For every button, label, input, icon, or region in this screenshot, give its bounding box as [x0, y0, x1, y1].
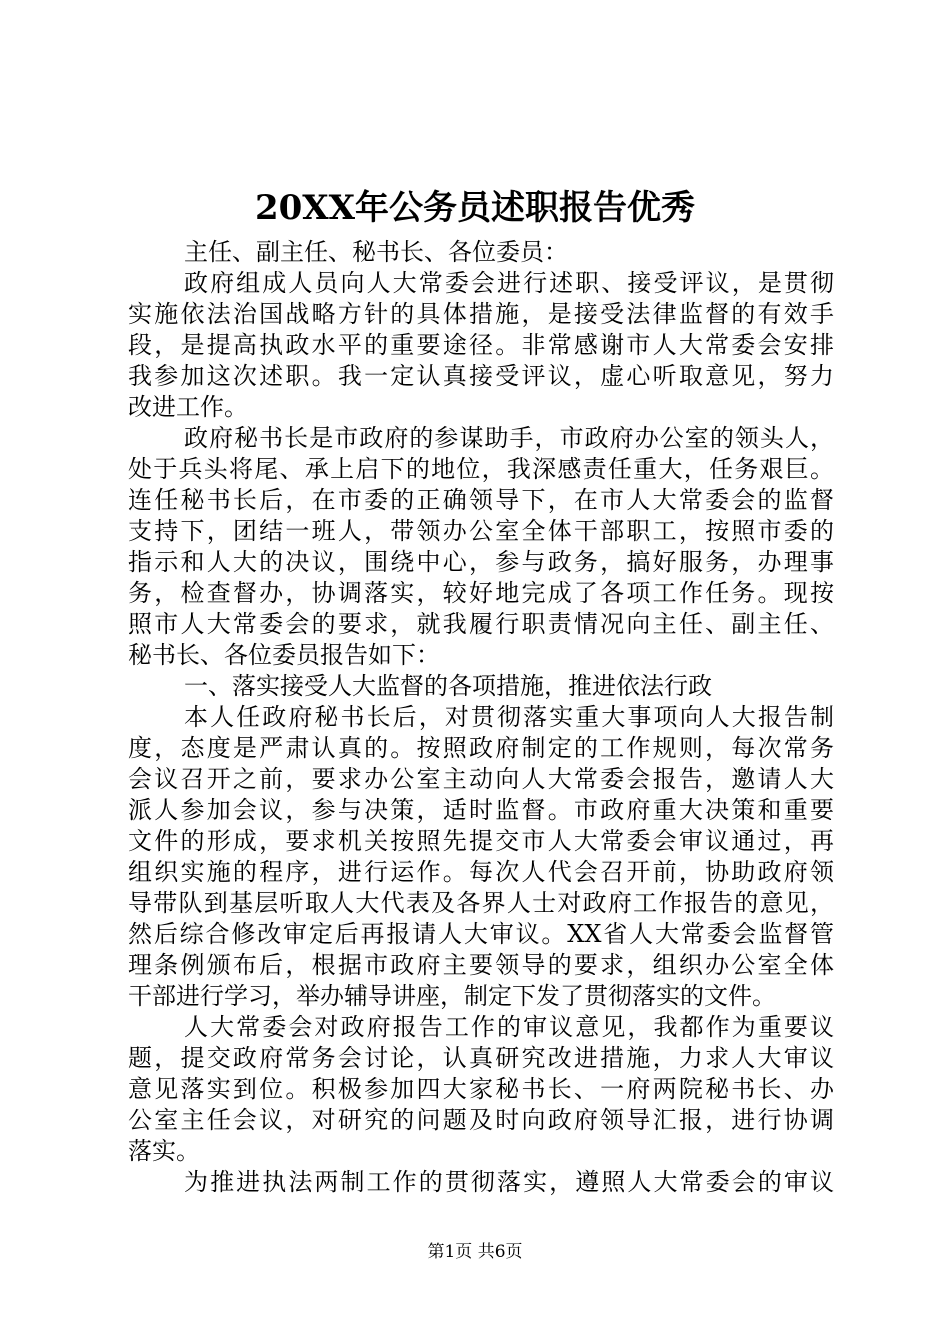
body-line: 落实。 [128, 1137, 200, 1165]
body-line: 派人参加会议，参与决策，适时监督。市政府重大决策和重要 [128, 796, 834, 824]
body-line: 公室主任会议，对研究的问题及时向政府领导汇报，进行协调 [128, 1106, 834, 1134]
body-line: 指示和人大的决议，围绕中心，参与政务，搞好服务，办理事 [128, 548, 834, 576]
document-body [128, 237, 834, 1198]
body-line: 意见落实到位。积极参加四大家秘书长、一府两院秘书长、办 [128, 1075, 834, 1103]
body-line: 为推进执法两制工作的贯彻落实，遵照人大常委会的审议 [184, 1168, 834, 1196]
body-line: 干部进行学习，举办辅导讲座，制定下发了贯彻落实的文件。 [128, 982, 776, 1010]
body-line: 然后综合修改审定后再报请人大审议。XX省人大常委会监督管 [128, 920, 834, 948]
body-line: 支持下，团结一班人，带领办公室全体干部职工，按照市委的 [128, 517, 834, 545]
body-line: 本人任政府秘书长后，对贯彻落实重大事项向人大报告制 [184, 703, 834, 731]
body-line: 组织实施的程序，进行运作。每次人代会召开前，协助政府领 [128, 858, 834, 886]
body-line: 段，是提高执政水平的重要途径。非常感谢市人大常委会安排 [128, 331, 834, 359]
body-line: 处于兵头将尾、承上启下的地位，我深感责任重大，任务艰巨。 [128, 455, 834, 483]
body-line: 我参加这次述职。我一定认真接受评议，虚心听取意见，努力 [128, 362, 834, 390]
body-line: 文件的形成，要求机关按照先提交市人大常委会审议通过，再 [128, 827, 834, 855]
body-line: 一、落实接受人大监督的各项措施，推进依法行政 [184, 672, 712, 700]
document-title: 20XX年公务员述职报告优秀 [254, 188, 696, 228]
body-line: 人大常委会对政府报告工作的审议意见，我都作为重要议 [184, 1013, 834, 1041]
body-line: 理条例颁布后，根据市政府主要领导的要求，组织办公室全体 [128, 951, 834, 979]
page-footer: 第1页 共6页 [427, 1242, 523, 1262]
body-line: 政府秘书长是市政府的参谋助手，市政府办公室的领头人， [184, 424, 834, 452]
body-line: 实施依法治国战略方针的具体措施，是接受法律监督的有效手 [128, 300, 834, 328]
body-line: 照市人大常委会的要求，就我履行职责情况向主任、副主任、 [128, 610, 834, 638]
body-line: 导带队到基层听取人大代表及各界人士对政府工作报告的意见， [128, 889, 834, 917]
body-line: 政府组成人员向人大常委会进行述职、接受评议，是贯彻 [184, 269, 834, 297]
body-line: 连任秘书长后，在市委的正确领导下，在市人大常委会的监督 [128, 486, 834, 514]
body-line: 改进工作。 [128, 393, 248, 421]
body-line: 度，态度是严肃认真的。按照政府制定的工作规则，每次常务 [128, 734, 834, 762]
body-line: 题，提交政府常务会讨论，认真研究改进措施，力求人大审议 [128, 1044, 834, 1072]
body-line: 秘书长、各位委员报告如下： [128, 641, 440, 669]
body-line: 会议召开之前，要求办公室主动向人大常委会报告，邀请人大 [128, 765, 834, 793]
body-line: 主任、副主任、秘书长、各位委员： [184, 238, 568, 266]
body-line: 务，检查督办，协调落实，较好地完成了各项工作任务。现按 [128, 579, 834, 607]
